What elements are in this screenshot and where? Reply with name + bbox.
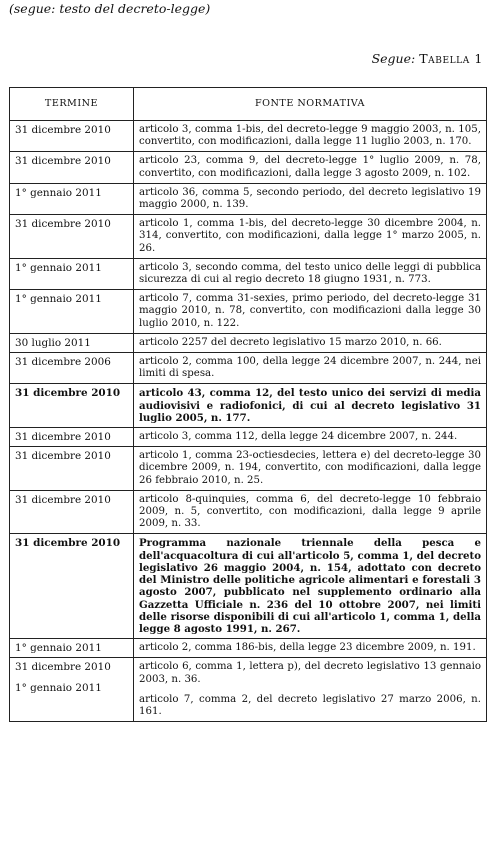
termine-cell: [10, 447, 134, 491]
termine-date: 31 dicembre 2010: [15, 387, 121, 400]
termine-date: 31 dicembre 2010: [15, 661, 111, 674]
segue-label: Segue:: [371, 51, 416, 66]
table-row: [10, 258, 487, 289]
fonte-normativa-text: articolo 1, comma 23-octiesdecies, lettera e) del decreto-legge 30 dicembre 2009, n. 194, convertito, con modificazioni, dalla legge 26 febbraio 2010, n. 25.: [139, 450, 481, 486]
termine-date: 1° gennaio 2011: [15, 642, 102, 655]
termine-cell: [10, 258, 134, 289]
termine-cell: [10, 639, 134, 658]
termine-date: 31 dicembre 2006: [15, 356, 111, 369]
fonte-normativa-cell: [134, 121, 487, 152]
termine-cell: [10, 428, 134, 447]
fonte-normativa-text: articolo 3, secondo comma, del testo unico delle leggi di pubblica sicurezza di cui al regio decreto 18 giugno 1931, n. 773.: [139, 261, 481, 286]
fonte-normativa-cell: [134, 490, 487, 534]
termine-cell: [10, 353, 134, 384]
fonte-normativa-text: articolo 2, comma 186-bis, della legge 23 dicembre 2009, n. 191.: [139, 642, 476, 654]
termine-cell: [10, 152, 134, 183]
termine-date: 30 luglio 2011: [15, 336, 91, 349]
fonte-normativa-cell: [134, 152, 487, 183]
termine-cell: [10, 215, 134, 259]
table-row: [10, 490, 487, 534]
fonte-normativa-cell: [134, 215, 487, 259]
fonte-normativa-text: articolo 2, comma 100, della legge 24 dicembre 2007, n. 244, nei limiti di spesa.: [139, 356, 481, 380]
fonte-normativa-text: articolo 7, comma 31-sexies, primo periodo, del decreto-legge 31 maggio 2010, n. 78, convertito, con modificazioni dalla legge 30 luglio 2010, n. 122.: [139, 293, 481, 329]
header-fonte-normativa: FONTE NORMATIVA: [134, 88, 487, 121]
termine-date: 31 dicembre 2010: [15, 431, 111, 444]
fonte-normativa-cell: [134, 639, 487, 658]
fonte-normativa-text: articolo 3, comma 1-bis, del decreto-legge 9 maggio 2003, n. 105, convertito, con modificazioni, dalla legge 11 luglio 2003, n. 170.: [139, 124, 481, 148]
termine-date: 1° gennaio 2011: [15, 681, 102, 694]
fonte-normativa-text: articolo 23, comma 9, del decreto-legge 1° luglio 2009, n. 78, convertito, con modificazioni, dalla legge 3 agosto 2009, n. 102.: [139, 155, 481, 179]
termine-cell: [10, 658, 134, 722]
deadlines-table: [9, 87, 487, 722]
fonte-normativa-cell: [134, 534, 487, 639]
fonte-normativa-text: articolo 7, comma 2, del decreto legislativo 27 marzo 2006, n. 161.: [139, 693, 481, 717]
fonte-normativa-cell: [134, 447, 487, 491]
table-row: [10, 384, 487, 428]
table-row: [10, 333, 487, 352]
fonte-normativa-cell: [134, 428, 487, 447]
table-row: [10, 658, 487, 722]
table-row: [10, 447, 487, 491]
termine-cell: [10, 490, 134, 534]
fonte-normativa-text: articolo 2257 del decreto legislativo 15 marzo 2010, n. 66.: [139, 336, 442, 348]
table-row: [10, 534, 487, 639]
table-row: [10, 428, 487, 447]
fonte-normativa-text: articolo 6, comma 1, lettera p), del decreto legislativo 13 gennaio 2003, n. 36.: [139, 661, 481, 685]
termine-date: 1° gennaio 2011: [15, 186, 102, 199]
termine-cell: [10, 384, 134, 428]
termine-cell: [10, 121, 134, 152]
fonte-normativa-cell: [134, 183, 487, 214]
table-body: [10, 121, 487, 722]
fonte-normativa-cell: [134, 333, 487, 352]
fonte-normativa-text: articolo 43, comma 12, del testo unico dei servizi di media audiovisivi e radiofonici, di cui al decreto legislativo 31 luglio 2005, n. 177.: [139, 387, 481, 424]
table-row: [10, 183, 487, 214]
fonte-normativa-text: articolo 1, comma 1-bis, del decreto-legge 30 dicembre 2004, n. 314, convertito, con modificazioni, dalla legge 1° marzo 2005, n. 26.: [139, 218, 481, 254]
table-row: [10, 121, 487, 152]
table-row: [10, 152, 487, 183]
table-label: Tabella 1: [419, 51, 483, 66]
fonte-normativa-text: articolo 3, comma 112, della legge 24 dicembre 2007, n. 244.: [139, 431, 458, 443]
termine-date: 31 dicembre 2010: [15, 493, 111, 506]
table-row: [10, 353, 487, 384]
fonte-normativa-text: articolo 36, comma 5, secondo periodo, del decreto legislativo 19 maggio 2000, n. 139.: [139, 186, 481, 211]
table-caption: [372, 51, 483, 66]
termine-date: 31 dicembre 2010: [15, 450, 111, 463]
termine-cell: [10, 290, 134, 334]
fonte-normativa-text: Programma nazionale triennale della pesca e dell'acquacoltura di cui all'articolo 5, comma 1, del decreto legislativo 26 maggio 2004, n. 154, adottato con decreto del Ministro delle politiche agricole alimentari e forestali 3 agosto 2007, pubblicato nel supplemento ordinario alla Gazzetta Ufficiale n. 236 del 10 ottobre 2007, nei limiti delle risorse disponibili di cui all'articolo 1, comma 1, della legge 8 agosto 1991, n. 267.: [139, 537, 481, 635]
termine-date: 31 dicembre 2010: [15, 124, 111, 136]
fonte-normativa-cell: [134, 384, 487, 428]
table-row: [10, 215, 487, 259]
fonte-normativa-cell: [134, 290, 487, 334]
termine-date: 1° gennaio 2011: [15, 293, 102, 306]
fonte-normativa-text: articolo 8-quinquies, comma 6, del decreto-legge 10 febbraio 2009, n. 5, convertito, con modificazioni, dalla legge 9 aprile 2009, n. 33.: [139, 493, 481, 530]
termine-cell: [10, 183, 134, 214]
header-termine: TERMINE: [10, 88, 134, 121]
fonte-normativa-cell: [134, 353, 487, 384]
continuation-note: (segue: testo del decreto-legge): [9, 1, 211, 16]
fonte-normativa-cell: [134, 258, 487, 289]
table-row: [10, 290, 487, 334]
termine-date: 31 dicembre 2010: [15, 537, 121, 550]
termine-cell: [10, 333, 134, 352]
termine-cell: [10, 534, 134, 639]
termine-date: 31 dicembre 2010: [15, 155, 111, 168]
table-header-row: [10, 88, 487, 121]
termine-date: 31 dicembre 2010: [15, 218, 111, 231]
termine-date: 1° gennaio 2011: [15, 261, 102, 274]
fonte-normativa-cell: [134, 658, 487, 722]
table-row: [10, 639, 487, 658]
